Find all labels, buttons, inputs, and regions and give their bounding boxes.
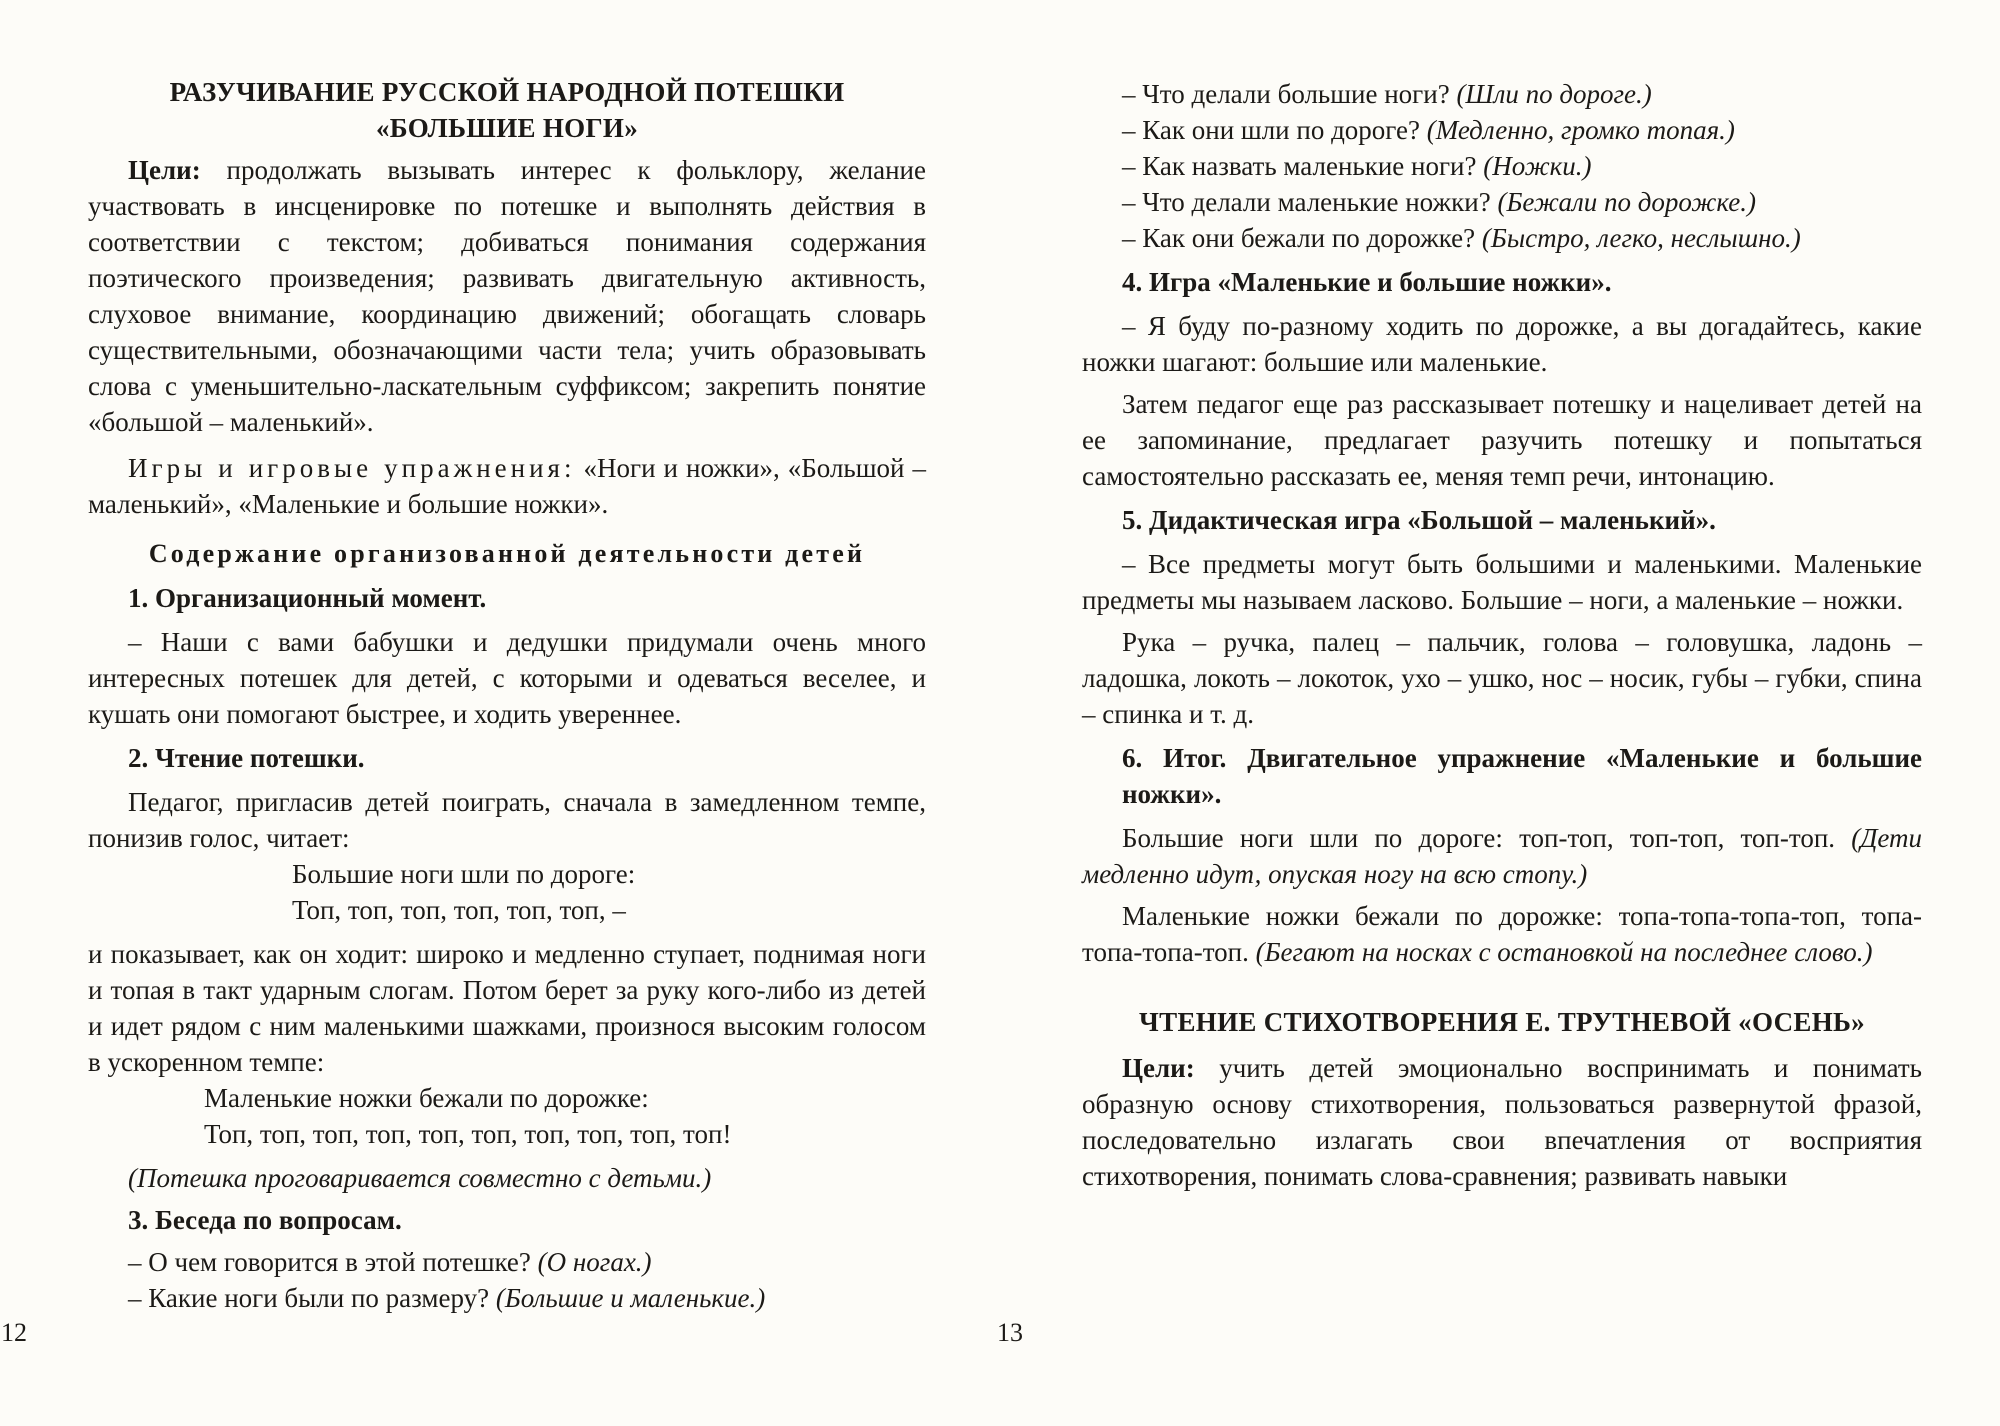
goals-2-label: Цели:	[1122, 1053, 1195, 1083]
section-2-text: Педагог, пригласив детей поиграть, сначала в замедленном темпе, понизив голос, читает:	[88, 787, 926, 853]
question-3-text: – Что делали большие ноги?	[1122, 79, 1457, 109]
section-1-text: – Наши с вами бабушки и дедушки придумали очень много интересных потешек для детей, с которыми и одеваться веселее, и кушать они помогают быстрее, и ходить увереннее.	[88, 627, 926, 729]
answer-1: (О ногах.)	[537, 1247, 652, 1277]
question-5	[1082, 148, 1922, 184]
games-label: Игры и игровые упражнения:	[128, 453, 576, 483]
left-page-content	[88, 74, 926, 1316]
question-7	[1082, 220, 1922, 256]
right-page-content	[1082, 76, 1922, 1194]
section-6-text	[1082, 820, 1922, 892]
verse-1-line-1: Большие ноги шли по дороге:	[292, 859, 636, 889]
answer-6: (Бежали по дорожке.)	[1497, 187, 1757, 217]
question-4-text: – Как они шли по дороге?	[1122, 115, 1427, 145]
goals-text: продолжать вызывать интерес к фольклору, желание участвовать в инсценировке по потешке и выполнять действия в соответствии с текстом; добиваться понимания содержания поэтического произведения; развивать двигательную активность, слуховое внимание, координацию движений; обогащать словарь существительными, обозначающими части тела; учить образовывать слова с уменьшительно-ласкательным суффиксом; закрепить понятие «большой – маленький».	[88, 155, 926, 437]
section-4-text: – Я буду по-разному ходить по дорожке, а вы догадайтесь, какие ножки шагают: большие или маленькие.	[1082, 311, 1922, 377]
goals-label: Цели:	[128, 155, 201, 185]
section-5-text: – Все предметы могут быть большими и маленькими. Маленькие предметы мы называем ласково. Большие – ноги, а маленькие – ножки.	[1082, 549, 1922, 615]
question-4	[1082, 112, 1922, 148]
section-6-note-2: (Бегают на носках с остановкой на последнее слово.)	[1255, 937, 1873, 967]
section-6-note: (Дети медленно идут, опуская ногу на всю стопу.)	[1082, 823, 1922, 889]
question-3	[1082, 76, 1922, 112]
answer-3: (Шли по дороге.)	[1456, 79, 1652, 109]
question-1-text: – О чем говорится в этой потешке?	[128, 1247, 538, 1277]
goals-paragraph	[88, 152, 926, 440]
goals-2-paragraph	[1082, 1050, 1922, 1194]
note-1: (Потешка проговаривается совместно с детьми.)	[128, 1163, 712, 1193]
verse-2-line-1: Маленькие ножки бежали по дорожке:	[204, 1083, 649, 1113]
lesson-title-line-2: «БОЛЬШИЕ НОГИ»	[375, 113, 639, 143]
verse-2-line-2: Топ, топ, топ, топ, топ, топ, топ, топ, топ, топ!	[204, 1119, 732, 1149]
goals-2-text: учить детей эмоционально воспринимать и понимать образную основу стихотворения, пользоваться развернутой фразой, последовательно излагать свои впечатления от восприятия стихотворения, понимать слова-сравнения; развивать навыки	[1082, 1053, 1922, 1191]
page-number-right: 13	[997, 1318, 1023, 1347]
answer-4: (Медленно, громко топая.)	[1426, 115, 1735, 145]
section-2-text-2: и показывает, как он ходит: широко и медленно ступает, поднимая ноги и топая в такт ударным слогам. Потом берет за руку кого-либо из детей и идет рядом с ним маленькими шажками, произнося высоким голосом в ускоренном темпе:	[88, 939, 926, 1077]
answer-7: (Быстро, легко, неслышно.)	[1481, 223, 1801, 253]
lesson-2-title: ЧТЕНИЕ СТИХОТВОРЕНИЯ Е. ТРУТНЕВОЙ «ОСЕНЬ»	[1139, 1007, 1865, 1037]
section-4-title: 4. Игра «Маленькие и большие ножки».	[1122, 267, 1612, 297]
question-7-text: – Как они бежали по дорожке?	[1122, 223, 1482, 253]
question-6	[1082, 184, 1922, 220]
section-3-title: 3. Беседа по вопросам.	[128, 1205, 402, 1235]
games-paragraph	[88, 450, 926, 522]
section-6-text-main: Большие ноги шли по дороге: топ-топ, топ-топ, топ-топ.	[1122, 823, 1852, 853]
lesson-title-line-1: РАЗУЧИВАНИЕ РУССКОЙ НАРОДНОЙ ПОТЕШКИ	[169, 77, 845, 107]
section-4-text-2: Затем педагог еще раз рассказывает потешку и нацеливает детей на ее запоминание, предлагает разучить потешку и попытаться самостоятельно рассказать ее, меняя темп речи, интонацию.	[1082, 389, 1922, 491]
page-number-left: 12	[1, 1318, 27, 1347]
section-6-text-2	[1082, 898, 1922, 970]
question-2	[88, 1280, 926, 1316]
content-heading: Содержание организованной деятельности детей	[148, 539, 866, 568]
question-6-text: – Что делали маленькие ножки?	[1122, 187, 1498, 217]
right-page	[997, 0, 2000, 1426]
section-5-title: 5. Дидактическая игра «Большой – маленький».	[1122, 505, 1716, 535]
section-2-title: 2. Чтение потешки.	[128, 743, 365, 773]
games-text: «Ноги и ножки», «Большой – маленький», «Маленькие и большие ножки».	[88, 453, 926, 519]
section-1-title: 1. Организационный момент.	[128, 583, 487, 613]
section-6-title: 6. Итог. Двигательное упражнение «Маленькие и большие ножки».	[1122, 743, 1922, 809]
question-2-text: – Какие ноги были по размеру?	[128, 1283, 496, 1313]
question-1	[88, 1244, 926, 1280]
section-5-text-2: Рука – ручка, палец – пальчик, голова – головушка, ладонь – ладошка, локоть – локоток, ухо – ушко, нос – носик, губы – губки, спина – спинка и т. д.	[1082, 627, 1922, 729]
question-5-text: – Как назвать маленькие ноги?	[1122, 151, 1484, 181]
answer-2: (Большие и маленькие.)	[495, 1283, 766, 1313]
verse-1-line-2: Топ, топ, топ, топ, топ, топ, –	[292, 895, 626, 925]
answer-5: (Ножки.)	[1483, 151, 1592, 181]
section-6-text-2-main: Маленькие ножки бежали по дорожке: топа-топа-топа-топ, топа-топа-топа-топ.	[1082, 901, 1922, 967]
